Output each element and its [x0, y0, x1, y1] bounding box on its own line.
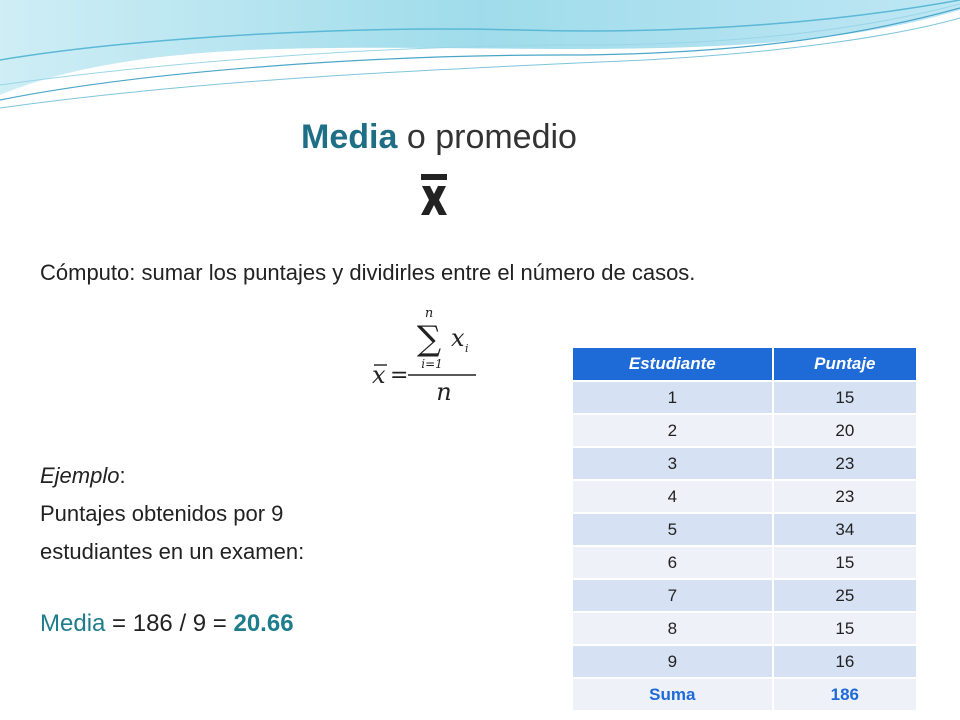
- score-cell: 23: [773, 480, 917, 513]
- example-colon: :: [119, 463, 126, 488]
- formula-sub: i: [465, 342, 469, 355]
- scores-table: [571, 346, 918, 712]
- example-line-3: estudiantes en un examen:: [40, 539, 305, 564]
- table-row: [572, 447, 917, 480]
- sum-row: [572, 678, 917, 711]
- table-row: [572, 612, 917, 645]
- example-text: [40, 457, 304, 571]
- formula-denominator: n: [436, 378, 452, 406]
- score-cell: 20: [773, 414, 917, 447]
- page-title: [0, 118, 878, 157]
- table-row: [572, 546, 917, 579]
- formula-equals: =: [390, 363, 409, 388]
- table-row: [572, 579, 917, 612]
- header-estudiante: Estudiante: [572, 347, 773, 381]
- student-cell: 2: [572, 414, 773, 447]
- table-row: [572, 480, 917, 513]
- score-cell: 15: [773, 612, 917, 645]
- student-cell: 3: [572, 447, 773, 480]
- table-row: [572, 513, 917, 546]
- score-cell: 23: [773, 447, 917, 480]
- score-cell: 16: [773, 645, 917, 678]
- formula-term: x: [451, 324, 465, 352]
- formula-upper: n: [424, 306, 434, 321]
- x-bar-symbol: [418, 172, 450, 218]
- student-cell: 5: [572, 513, 773, 546]
- formula-sigma: ∑: [416, 319, 442, 359]
- table-row: [572, 381, 917, 414]
- mean-expression: = 186 / 9 =: [105, 610, 234, 637]
- mean-result-line: [40, 610, 294, 638]
- mean-label: Media: [40, 610, 106, 637]
- formula-lower: i=1: [421, 357, 443, 371]
- example-label: Ejemplo: [40, 463, 120, 488]
- title-accent: Media: [301, 118, 398, 156]
- student-cell: 6: [572, 546, 773, 579]
- formula-lhs: x: [372, 361, 386, 389]
- score-cell: 15: [773, 381, 917, 414]
- example-line-2: Puntajes obtenidos por 9: [40, 501, 284, 526]
- decorative-waves: [0, 0, 960, 120]
- student-cell: 8: [572, 612, 773, 645]
- title-rest: o promedio: [397, 118, 577, 156]
- example-label-line: [40, 457, 304, 495]
- header-puntaje: Puntaje: [773, 347, 917, 381]
- score-cell: 25: [773, 579, 917, 612]
- score-cell: 15: [773, 546, 917, 579]
- student-cell: 7: [572, 579, 773, 612]
- student-cell: 1: [572, 381, 773, 414]
- table-row: [572, 645, 917, 678]
- computation-text: Cómputo: sumar los puntajes y dividirles entre el número de casos.: [40, 260, 696, 285]
- student-cell: 4: [572, 480, 773, 513]
- table-row: [572, 414, 917, 447]
- table-header-row: [572, 347, 917, 381]
- mean-formula: [368, 302, 480, 406]
- sum-value-cell: 186: [773, 678, 917, 711]
- sum-label-cell: Suma: [572, 678, 773, 711]
- mean-value: 20.66: [233, 610, 294, 637]
- student-cell: 9: [572, 645, 773, 678]
- score-cell: 34: [773, 513, 917, 546]
